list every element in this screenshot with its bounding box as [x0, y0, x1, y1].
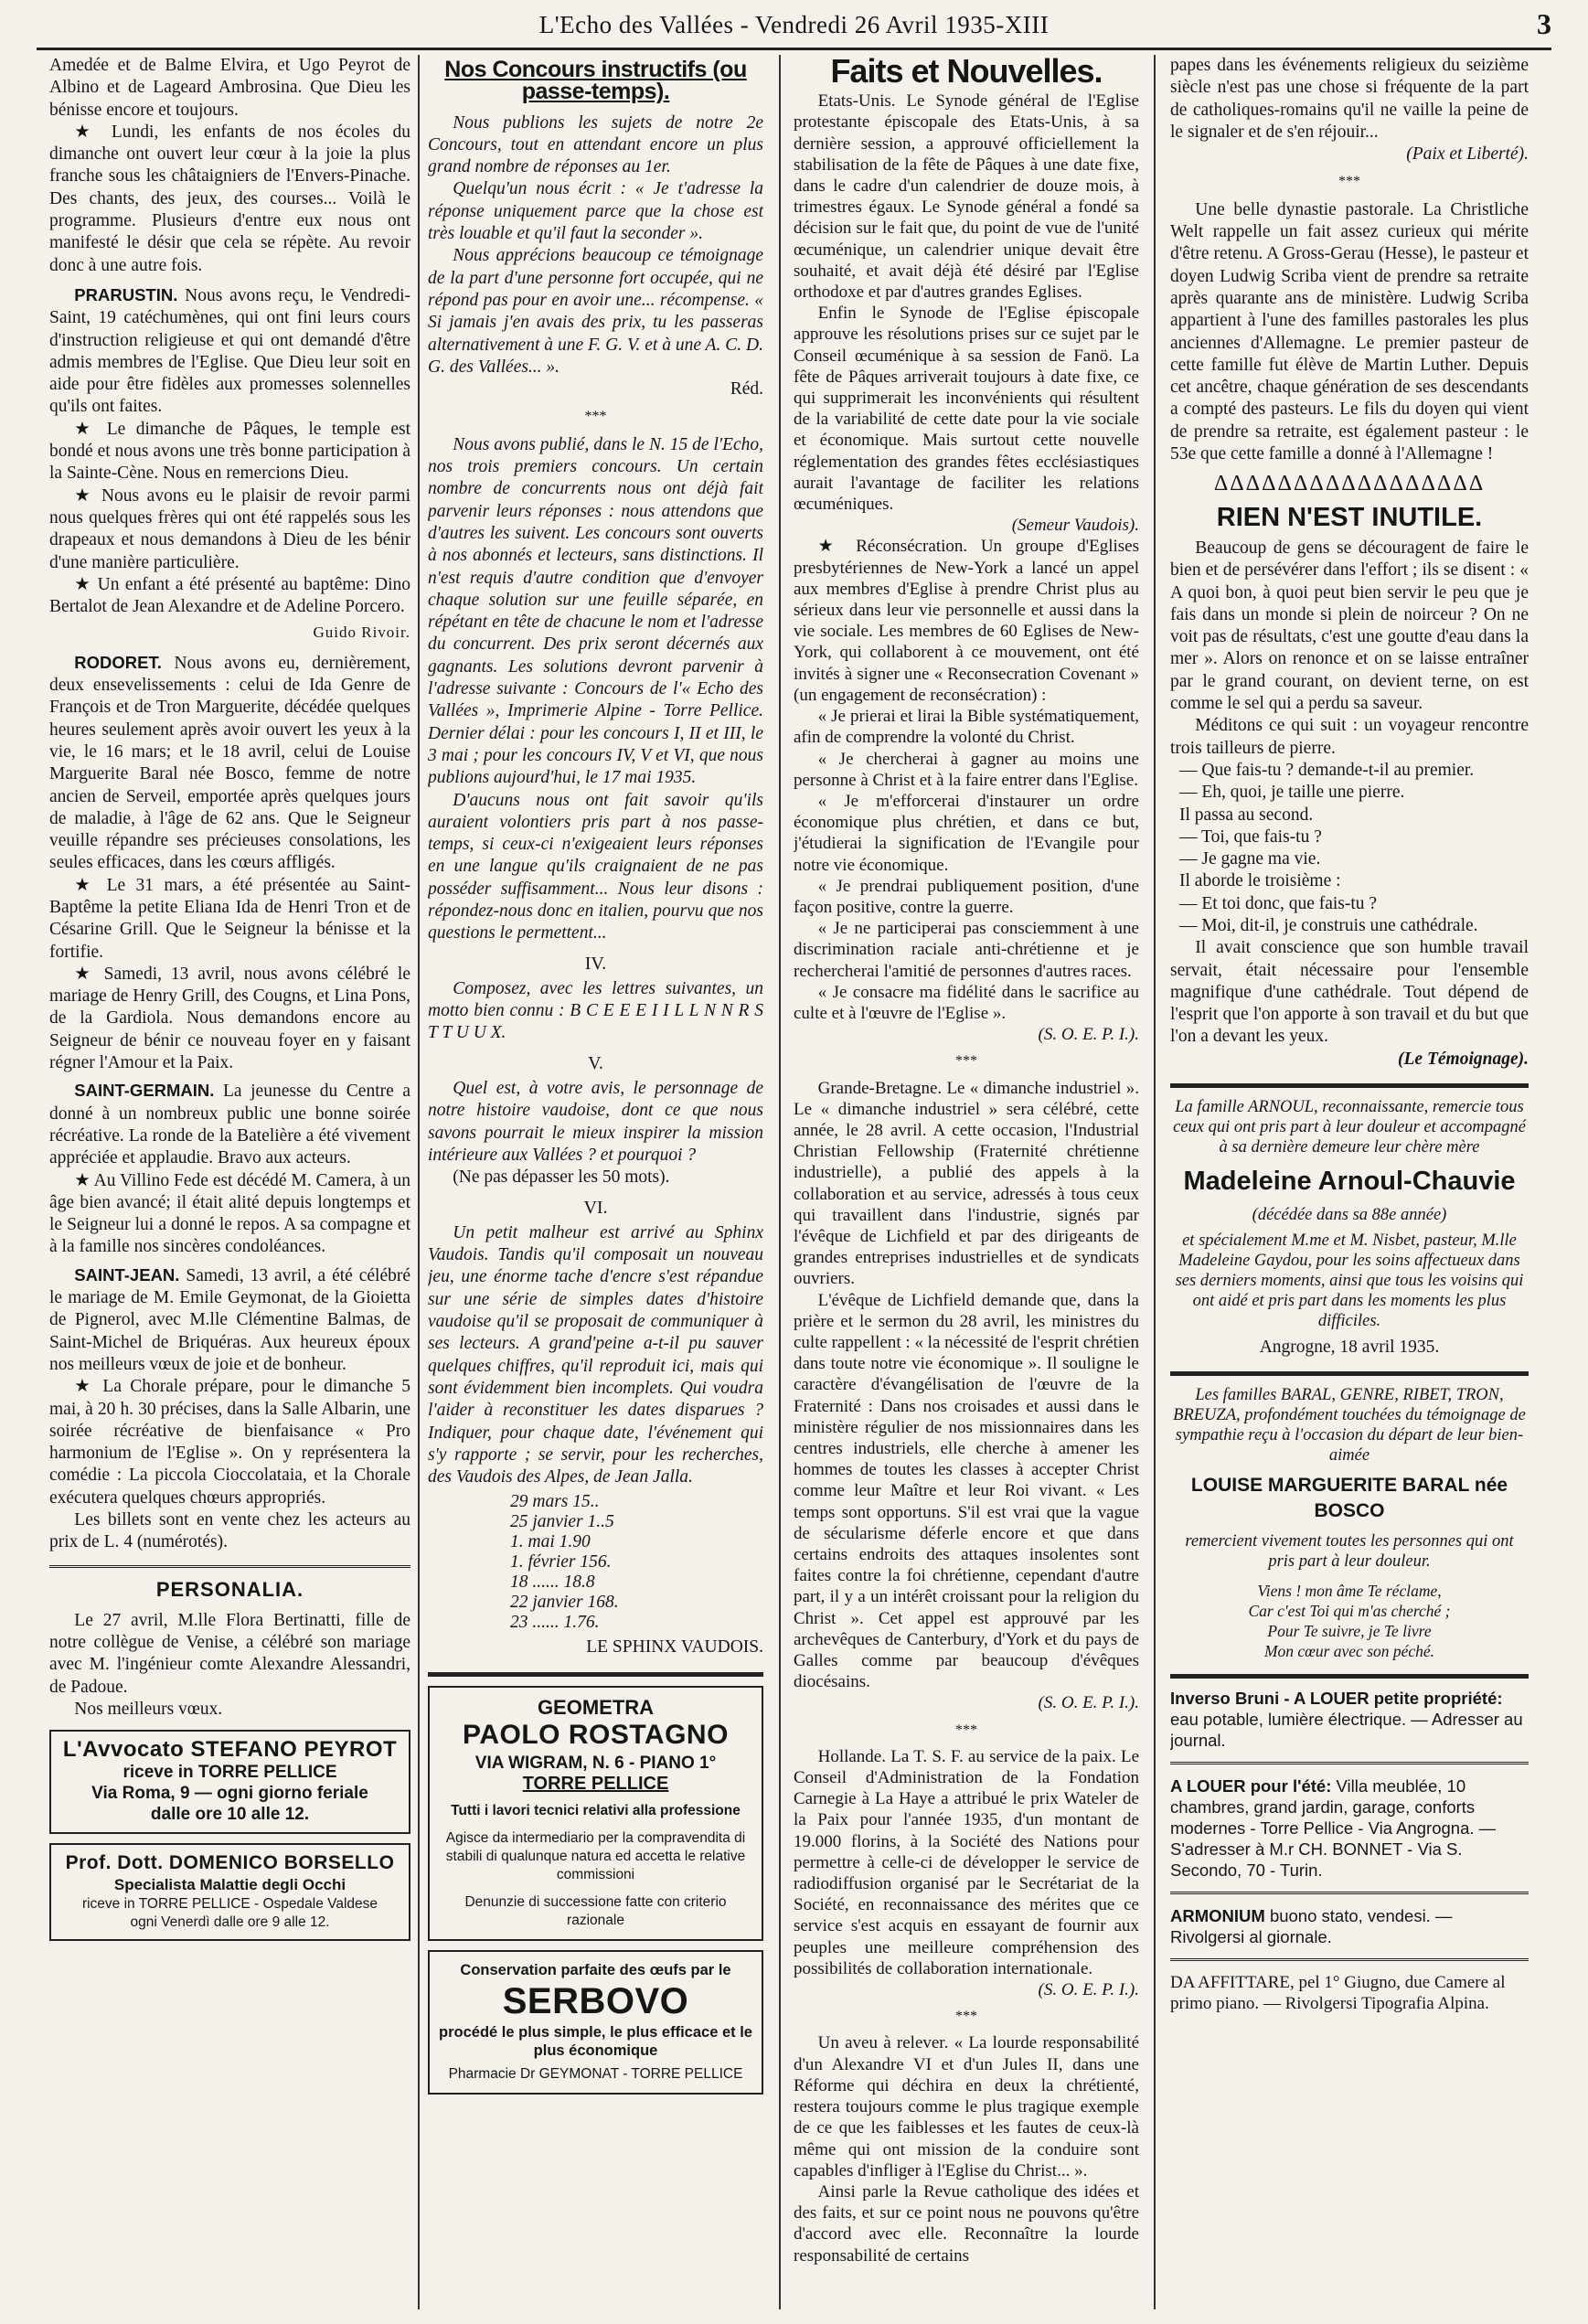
triangle-ornament: ΔΔΔΔΔΔΔΔΔΔΔΔΔΔΔΔΔ	[1213, 473, 1486, 496]
paragraph: Amedée et de Balme Elvira, et Ugo Peyrot de Albino et de Lageard Ambrosina. Que Dieu les bénisse encore et toujours.	[49, 56, 410, 120]
source: (S. O. E. P. I.).	[1038, 1025, 1139, 1045]
notice-text: et spécialement M.me et M. Nisbet, pasteur, M.lle Madeleine Gaydou, pour les soins affectueux dans ses derniers moments, ainsi que tous les voisins qui ont aidé et pris part dans les moments les plus difficiles.	[1175, 1231, 1524, 1331]
paragraph: ★ La Chorale prépare, pour le dimanche 5 mai, à 20 h. 30 précises, dans la Salle Albarin, une soirée récréative de bienfaisance « Pro harmonium de l'Eglise ». On y représentera la comédie : La piccola Cioccolataia, et la Chorale exécutera quelques chœurs appropriés.	[49, 1377, 410, 1508]
date-item: 1. février 156.	[510, 1552, 612, 1572]
divider	[1170, 1892, 1529, 1894]
divider	[1170, 1371, 1529, 1376]
dialog-line: — Je gagne ma vie.	[1179, 849, 1321, 869]
paragraph: Hollande. La T. S. F. au service de la paix. Le Conseil d'Administration de la Fondation Carnegie à La Haye a attribué le prix Wateler de la Paix pour l'année 1935, d'un montant de 19.000 florins, à la Société des Nations pour permettre à celle-ci de développer le service de radiodiffusion organisé par le Secrétariat de la Société, en reconnaissance des mérites que ce service s'est acquis en essayant de fournir aux peuples une meilleure compréhension des possibilités de collaboration internationale.	[794, 1746, 1139, 1978]
ad-line: GEOMETRA	[537, 1695, 655, 1719]
signature: LE SPHINX VAUDOIS.	[586, 1637, 763, 1658]
paragraph: Nous apprécions beaucoup ce témoignage de la part d'une personne fort occupée, qui ne répond pas pour en avoir une... récompense. « Si jamais j'en avais des prix, tu les passeras alternativement à une F. G. V. et à une A. C. D. G. des Vallées... ».	[428, 246, 763, 377]
ad-line: riceve in TORRE PELLICE - Ospedale Valdese	[81, 1895, 378, 1912]
date-item: 23 ...... 1.76.	[510, 1613, 600, 1633]
ad-line: Agisce da intermediario per la compravendita di stabili di qualunque natura ed accetta le relative commissioni	[445, 1829, 746, 1882]
paragraph: ★ Le dimanche de Pâques, le temple est bondé et nous avons une très bonne participation à la Sainte-Cène. Nous en remercions Dieu.	[49, 419, 410, 484]
paragraph: ★ Le 31 mars, a été présentée au Saint-Baptême la petite Eliana Ida de Henri Tron et de Césarine Grill. Que le Seigneur la bénisse et la fortifie.	[49, 875, 410, 962]
paragraph: Quel est, à votre avis, le personnage de notre histoire vaudoise, dont ce que nous savons pourrait le mieux inspirer la mission intérieure aux Vallées ? et pourquoi ?	[428, 1079, 763, 1165]
dialog-line: — Toi, que fais-tu ?	[1179, 826, 1322, 847]
paragraph: Quelqu'un nous écrit : « Je t'adresse la réponse uniquement parce que la chose est très louable et qu'il faut la seconder ».	[428, 179, 763, 244]
paragraph: D'aucuns nous ont fait savoir qu'ils auraient volontiers pris part à nos passe-temps, si ceux-ci n'exigeaient leurs réponses en une langue qu'ils craignaient de ne pas posséder suffisamment... Nous leur disons : répondez-nous donc en italien, pourvu que nos questions le permettent...	[428, 790, 763, 943]
quote: « Je prendrai publiquement position, d'une façon positive, contre la guerre.	[794, 876, 1139, 917]
section-number: V.	[588, 1052, 603, 1073]
notice-name: LOUISE MARGUERITE BARAL née BOSCO	[1190, 1475, 1508, 1522]
classified-heading: ARMONIUM	[1170, 1906, 1265, 1926]
paragraph: (Ne pas dépasser les 50 mots).	[453, 1167, 670, 1188]
paragraph: Les billets sont en vente chez les acteurs au prix de L. 4 (numérotés).	[49, 1510, 410, 1552]
notice-text: Les familles BARAL, GENRE, RIBET, TRON, BREUZA, profondément touchées du témoignage de sympathie reçu à l'occasion du départ de leur bien-aimée	[1173, 1386, 1526, 1466]
ad-line: procédé le plus simple, le plus efficace et le plus économique	[439, 2023, 752, 2059]
source: (S. O. E. P. I.).	[1038, 1980, 1139, 2000]
paragraph: ★ Nous avons eu le plaisir de revoir parmi nous quelques frères qui ont été rappelés sous les drapeaux et nous demandons à Dieu de les bénir d'une manière particulière.	[49, 485, 410, 572]
column-rule	[418, 55, 420, 2309]
paragraph: Méditons ce qui suit : un voyageur rencontre trois tailleurs de pierre.	[1170, 716, 1529, 758]
source: (S. O. E. P. I.).	[1038, 1693, 1139, 1713]
date-item: 29 mars 15..	[510, 1492, 600, 1512]
dialog-line: — Que fais-tu ? demande-t-il au premier.	[1179, 760, 1475, 780]
ad-peyrot	[49, 1730, 410, 1833]
paragraph: Ainsi parle la Revue catholique des idées et des faits, et sur ce point nous ne pouvons qu'être d'accord avec elle. Reconnaître la lourde responsabilité de certains	[794, 2181, 1139, 2265]
paragraph: ★ Un enfant a été présenté au baptême: Dino Bertalot de Jean Alexandre et de Adeline Porcero.	[49, 574, 410, 617]
quote: « Je m'efforcerai d'instaurer un ordre économique plus chrétien, et dans ce but, j'étudierai la signification de l'Evangile pour notre vie économique.	[794, 791, 1139, 875]
page-number: 3	[1537, 7, 1551, 40]
classified-ad	[1170, 1688, 1529, 1751]
separator-stars: ***	[584, 409, 607, 425]
paragraph: Nos meilleurs vœux.	[74, 1700, 223, 1720]
classified-text: Villa meublée, 10 chambres, grand jardin, garage, conforts modernes - Torre Pellice - Via Angrogna. — S'adresser à M.r CH. BONNET - Via S. Secondo, 70 - Turin.	[1170, 1776, 1497, 1881]
paragraph: Composez, avec les lettres suivantes, un motto bien connu : B C E E E I I L L N N R S T T U U X.	[428, 978, 763, 1043]
paragraph: Un petit malheur est arrivé au Sphinx Vaudois. Tandis qu'il composait un nouveau jeu, une énorme tache d'encre s'est répandue sur une série de simples dates d'histoire vaudoise qu'il se proposait de communiquer à ses lecteurs. A grand'peine a-t-il pu sauver quelques chiffres, qu'il reproduit ici, mais qui sont évidemment bien incomplets. Qui voudra l'aider à reconstituer les dates disparues ? Indiquer, pour chaque date, l'événement qui s'y rapporte ; se servir, pour les recherches, des Vaudois des Alpes, de Jean Jalla.	[428, 1222, 763, 1487]
paragraph: Nous avons reçu, le Vendredi-Saint, 19 catéchumènes, qui ont fini leurs cours d'instruction religieuse et qui ont demandé d'être admis membres de l'Eglise. Que Dieu leur soit en aide pour être fidèles aux promesses solennelles qu'ils ont faites.	[49, 285, 410, 417]
paragraph: Il avait conscience que son humble travail servait, était nécessaire pour l'ensemble magnifique d'une cathédrale. Tout dépend de l'esprit que l'on apporte à son travail et du but que l'on a devant les yeux.	[1170, 938, 1529, 1047]
date-item: 22 janvier 168.	[510, 1593, 619, 1613]
paragraph: Grande-Bretagne. Le « dimanche industriel ». Le « dimanche industriel » sera célébré, cette année, le 28 avril. A cette occasion, l'Industrial Christian Fellowship (Fraternité chrétienne industrielle), a publié des appels à la collaboration et au service, adressés à tous ceux qui travaillent dans l'industrie, signés par l'évêque de Lichfield et par des dirigeants de grandes entreprises industrielles et de syndicats ouvriers.	[794, 1078, 1139, 1289]
ad-line: Conservation parfaite des œufs par le	[460, 1961, 731, 1978]
place-heading: SAINT-GERMAIN.	[74, 1081, 215, 1101]
divider	[1170, 1674, 1529, 1679]
paragraph: papes dans les événements religieux du seizième siècle n'est pas une chose si fréquente de la part de catholiques-romains qu'il ne vaille la peine de le signaler et de s'en réjouir...	[1170, 56, 1529, 142]
paragraph: L'évêque de Lichfield demande que, dans la prière et le sermon du 28 avril, les ministres du culte rappellent : « la nécessité de l'esprit chrétien dans toute notre vie économique ». Il souligne le caractère d'évangélisation de l'œuvre de la Fraternité : Dans nos croisades et aussi dans le ministère régulier de nos missionnaires dans les centres industriels, elle cherche à amener les hommes de toutes les classes à accepter Christ comme leur Maître et leur Roi vivant. « Les temps sont opportuns. S'il est vrai que la vague de sécularisme déferle encore et que dans certains endroits des attaques insolentes sont faites contre la foi chrétienne, cependant d'autre part, il y a un intérêt croissant pour la religion du Christ ». Cet appel est approuvé par les archevêques de Canterbury, d'York et du pays de Galles comme par beaucoup d'évêques diocésains.	[794, 1290, 1139, 1692]
classified-ad	[1170, 1905, 1529, 1947]
section-number: IV.	[584, 953, 607, 974]
column-2	[428, 55, 763, 2311]
ad-title: Prof. Dott. DOMENICO BORSELLO	[65, 1851, 395, 1873]
ad-line: Via Roma, 9 — ogni giorno feriale	[91, 1783, 368, 1803]
article-title: Faits et Nouvelles.	[830, 55, 1103, 90]
separator-stars: ***	[955, 2009, 977, 2025]
date-item: 1. mai 1.90	[510, 1532, 591, 1552]
personalia-heading: PERSONALIA.	[155, 1577, 304, 1601]
section-number: VI.	[583, 1197, 608, 1218]
ad-title: PAOLO ROSTAGNO	[463, 1719, 729, 1750]
paragraph: Enfin le Synode de l'Eglise épiscopale approuve les résolutions prises sur ce sujet par le Conseil œcuménique à sa session de Fanö. La fête de Pâques arriverait toujours à date fixe, ce qui supprimerait les inconvénients qui résultent de la variabilité de cette date pour la vie sociale et économique. Mais surtout cette nouvelle réglementation des grandes fêtes ecclésiastiques aurait l'avantage de faciliter les relations œcuméniques.	[794, 304, 1139, 515]
quote: « Je ne participerai pas consciemment à une discrimination raciale anti-chrétienne et je rechercherai l'amitié de personnes d'autres races.	[794, 919, 1139, 981]
paragraph: Nous avons publié, dans le N. 15 de l'Echo, nos trois premiers concours. Un certain nombre de concurrents nous ont déjà fait parvenir leurs réponses : nous attendons que d'autres les suivent. Les concours sont ouverts à nos abonnés et lecteurs, sans distinctions. Il n'est requis d'autre condition que d'envoyer chaque solution sur une feuille séparée, en répétant en tête de chacune le nom et l'adresse du concurrent. Des prix seront décernés aux gagnants. Les solutions devront parvenir à l'adresse suivante : Concours de l'« Echo des Vallées », Imprimerie Alpine - Torre Pellice. Dernier délai : pour les concours I, II et III, le 3 mai ; pour les concours IV, V et VI, que nous publions aujourd'hui, le 17 mai 1935.	[428, 434, 763, 788]
notice-text: remercient vivement toutes les personnes qui ont pris part à leur douleur.	[1185, 1532, 1514, 1572]
paragraph: Beaucoup de gens se découragent de faire le bien et de persévérer dans l'effort ; ils se disent : « A quoi bon, à quoi peut bien servir le peu que je fais dans un monde si plein de noirceur ? On ne voit pas de résultats, c'est une goutte d'eau dans la mer ». Alors on renonce et on se laisse entraîner par le grand courant, on devient terne, on est comme le sel qui a perdu sa saveur.	[1170, 538, 1529, 714]
ad-rostagno	[428, 1686, 763, 1941]
paragraph: Etats-Unis. Le Synode général de l'Eglise protestante épiscopale des Etats-Unis, à sa dernière session, a approuvé officiellement la stabilisation de la fête de Pâques à une date fixe, dans le cadre d'un calendrier de douze mois, à trimestres égaux. Le Synode général a fondé sa décision sur le fait que, du point de vue de l'unité œcuménique, un calendrier unique devait être souhaité, et avait déjà été désiré par l'Eglise orthodoxe et par d'autres grandes Eglises.	[794, 91, 1139, 303]
paragraph: Samedi, 13 avril, a été célébré le mariage de M. Emile Geymonat, de la Gioietta de Pignerol, avec M.lle Clémentine Balmas, de Saint-Michel de Briquéras. Aux heureux époux nos meilleurs vœux de joie et de bonheur.	[49, 1265, 410, 1374]
divider	[1170, 1083, 1529, 1088]
ad-title: SERBOVO	[502, 1980, 689, 2021]
paragraph: ★ Au Villino Fede est décédé M. Camera, à un âge bien avancé; il était alité depuis longtemps et le Seigneur lui a donné le repos. A sa compagne et à la famille nos sincères condoléances.	[49, 1170, 410, 1257]
ad-line: Denunzie di successione fatte con criterio razionale	[464, 1893, 727, 1928]
ad-line: Pharmacie Dr GEYMONAT - TORRE PELLICE	[448, 2065, 743, 2082]
source: (Le Témoignage).	[1398, 1049, 1529, 1069]
article-title: RIEN N'EST INUTILE.	[1216, 502, 1483, 532]
ad-borsello	[49, 1843, 410, 1941]
poem-line: Mon cœur avec son péché.	[1263, 1642, 1435, 1661]
ad-serbovo	[428, 1950, 763, 2095]
place-heading: PRARUSTIN.	[74, 284, 178, 304]
ad-line: dalle ore 10 alle 12.	[150, 1804, 310, 1824]
notice-text: La famille ARNOUL, reconnaissante, remercie tous ceux qui ont pris part à leur douleur et accompagné à sa dernière demeure leur chère mère	[1173, 1098, 1526, 1157]
poem-line: Car c'est Toi qui m'as cherché ;	[1248, 1602, 1451, 1621]
notice-name: Madeleine Arnoul-Chauvie	[1183, 1167, 1516, 1197]
column-4	[1170, 55, 1529, 2311]
dialog-line: — Eh, quoi, je taille une pierre.	[1179, 783, 1405, 803]
place-heading: RODORET.	[74, 652, 162, 672]
paragraph: Le 27 avril, M.lle Flora Bertinatti, fille de notre collègue de Venise, a célébré son mariage avec M. l'ingénieur comte Alexandre Alessandri, de Padoue.	[49, 1610, 410, 1697]
ad-title: L'Avvocato STEFANO PEYROT	[62, 1737, 398, 1763]
ad-line: ogni Venerdì dalle ore 9 alle 12.	[130, 1914, 330, 1930]
column-rule	[1154, 55, 1156, 2309]
divider	[1170, 1762, 1529, 1764]
paragraph: ★ Lundi, les enfants de nos écoles du dimanche ont ouvert leur cœur à la joie la plus franche sous les châtaigniers de l'Envers-Pinache. Des chants, des jeux, des courses... Voilà le programme. Plusieurs d'entre eux nous ont manifesté le désir que cela se répète. Au revoir donc à une autre fois.	[49, 122, 410, 275]
date-list	[510, 1492, 763, 1633]
classified-ad	[1170, 1775, 1529, 1881]
separator-stars: ***	[1338, 174, 1360, 190]
divider	[1170, 1958, 1529, 1961]
paragraph: Un aveu à relever. « La lourde responsabilité d'un Alexandre VI et d'un Jules II, dans une Réforme qui déchira en deux la chrétienté, restera toujours comme le plus tragique exemple de ce que les faiblesses et les fautes de ceux-là même qui ont mission de la conduire sont capables d'infliger à l'Eglise du Christ... ».	[794, 2033, 1139, 2180]
poem	[1170, 1581, 1529, 1661]
classified-heading: Inverso Bruni - A LOUER petite propriété:	[1170, 1689, 1503, 1709]
poem-line: Viens ! mon âme Te réclame,	[1257, 1582, 1442, 1601]
notice-place: Angrogne, 18 avril 1935.	[1259, 1338, 1440, 1358]
dialog-line: — Moi, dit-il, je construis une cathédrale.	[1179, 915, 1478, 935]
source: (Paix et Liberté).	[1406, 144, 1529, 165]
column-3	[794, 55, 1139, 2311]
column-1	[49, 55, 410, 2311]
date-item: 18 ...... 18.8	[510, 1572, 595, 1593]
dialog-line: — Et toi donc, que fais-tu ?	[1179, 893, 1378, 913]
classified-ad: DA AFFITTARE, pel 1° Giugno, due Camere al primo piano. — Rivolgersi Tipografia Alpina.	[1170, 1973, 1506, 2014]
classified-heading: A LOUER pour l'été:	[1170, 1776, 1332, 1796]
divider	[49, 1565, 410, 1568]
divider	[428, 1672, 763, 1677]
signature: Réd.	[730, 379, 763, 400]
separator-stars: ***	[955, 1722, 977, 1738]
paragraph: Nous avons eu, dernièrement, deux ensevelissements : celui de Ida Genre de François et de Tron Marguerite, décédée quelques heures seulement après avoir ouvert les yeux à la vie, le 16 mars; et le 18 avril, celui de Louise Marguerite Baral née Bosco, femme de notre ancien de Serveil, emportée après quelques jours de maladie, à l'âge de 62 ans. Que le Seigneur veuille répandre ses précieuses consolations, les seules efficaces, dans les cœurs affligés.	[49, 653, 410, 873]
ad-line: riceve in TORRE PELLICE	[123, 1762, 337, 1782]
place-heading: SAINT-JEAN.	[74, 1264, 180, 1285]
classified-text: eau potable, lumière électrique. — Adresser au journal.	[1170, 1710, 1523, 1751]
ad-line: VIA WIGRAM, N. 6 - PIANO 1°	[474, 1753, 717, 1773]
article-title: Nos Concours instructifs (ou passe-temps).	[444, 57, 747, 105]
dialog-line: Il aborde le troisième :	[1179, 871, 1341, 891]
source: (Semeur Vaudois).	[1011, 516, 1139, 536]
column-rule	[779, 55, 781, 2309]
dialog	[1179, 760, 1529, 937]
quote: « Je chercherai à gagner au moins une personne à Christ et à la faire entrer dans l'Eglise.	[794, 749, 1139, 790]
separator-stars: ***	[955, 1053, 977, 1070]
notice-text: (décédée dans sa 88e année)	[1252, 1206, 1447, 1225]
date-item: 25 janvier 1..5	[510, 1512, 614, 1532]
paragraph: ★ Samedi, 13 avril, nous avons célébré le mariage de Henry Grill, des Cougns, et Lina Pons, de la Gardiola. Nous demandons encore au Seigneur de bénir ce nouveau foyer en y faisant régner l'Amour et la Paix.	[49, 964, 410, 1073]
quote: « Je prierai et lirai la Bible systématiquement, afin de comprendre la volonté du Christ.	[794, 707, 1139, 748]
signature: Guido Rivoir.	[313, 624, 410, 642]
poem-line: Pour Te suivre, je Te livre	[1267, 1622, 1432, 1641]
dialog-line: Il passa au second.	[1179, 805, 1314, 825]
ad-line: TORRE PELLICE	[522, 1773, 669, 1794]
classified-text: buono stato, vendesi. — Rivolgersi al giornale.	[1170, 1906, 1453, 1947]
page-header	[37, 7, 1551, 50]
ad-line: Tutti i lavori tecnici relativi alla professione	[451, 1802, 741, 1818]
paragraph: La jeunesse du Centre a donné à un nombreux public une bonne soirée récréative. La ronde de la Batelière a été vivement appréciée et applaudie. Bravo aux acteurs.	[49, 1082, 410, 1168]
ad-line: Specialista Malattie degli Occhi	[113, 1875, 346, 1893]
header-title: L'Echo des Vallées - Vendredi 26 Avril 1935-XIII	[538, 11, 1050, 38]
paragraph: Nous publions les sujets de notre 2e Concours, tout en attendant encore un plus grand nombre de réponses au 1er.	[428, 112, 763, 177]
paragraph: ★ Réconsécration. Un groupe d'Eglises presbytériennes de New-York a lancé un appel aux membres d'Eglise à prendre Christ plus au sérieux dans leur vie personnelle et aussi dans la vie sociale. Les membres de 60 Eglises de New-York, qui collaborent à ce mouvement, ont été invités à signer une « Reconsecration Covenant » (un engagement de reconsécration) :	[794, 537, 1139, 705]
paragraph: Une belle dynastie pastorale. La Christliche Welt rappelle un fait assez curieux qui mérite d'être retenu. A Gross-Gerau (Hesse), le pasteur et doyen Ludwig Scriba vient de prendre sa retraite après quarante ans de ministère. Ludwig Scriba appartient à l'une des familles pastorales les plus anciennes d'Allemagne. Le premier pasteur de cette famille fut élève de Martin Luther. Depuis cet ancêtre, chaque génération de ses descendants a compté des pasteurs. Le fils du doyen qui vient de prendre sa retraite, est également pasteur : le 53e que cette famille a donné à l'Allemagne !	[1170, 199, 1529, 464]
quote: « Je consacre ma fidélité dans le sacrifice au culte et à l'œuvre de l'Eglise ».	[794, 982, 1139, 1023]
